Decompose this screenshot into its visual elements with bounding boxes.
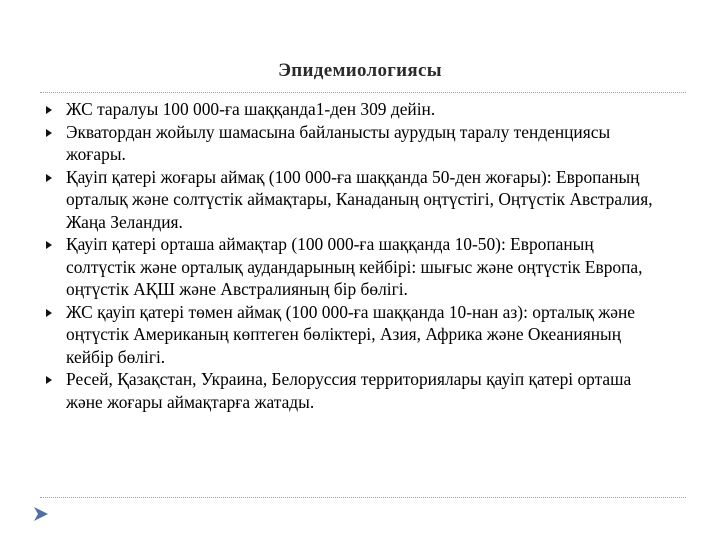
triangle-right-icon [46, 174, 52, 182]
bullet-item [46, 121, 666, 166]
bullet-text: ЖС қауіп қатері төмен аймақ (100 000-ға шаққанда 10-нан аз): орталық және оңтүстік Американың көптеген бөліктері, Азия, Африка және Океанияның кейбір бөлігі. [66, 301, 636, 367]
bullet-text: Қауіп қатері орташа аймақтар (100 000-ға шаққанда 10-50): Европаның солтүстік және орталық аудандарының кейбірі: шығыс және оңтүстік Европа, оңтүстік АҚШ және Австралияның бір бөлігі. [66, 234, 643, 299]
bullet-item [46, 166, 666, 234]
bottom-divider [40, 497, 686, 498]
triangle-right-icon [46, 376, 52, 384]
triangle-right-icon [46, 241, 52, 249]
bullet-text: ЖС таралуы 100 000-ға шаққанда1-ден 309 дейін. [66, 99, 436, 119]
bullet-text: Қауіп қатері жоғары аймақ (100 000-ға шаққанда 50-ден жоғары): Европаның орталық және солтүстік аймақтары, Канаданың оңтүстігі, Оңтүстік Австралия, Жаңа Зеландия. [66, 166, 653, 232]
slide-title: Эпидемиологиясы [278, 60, 442, 81]
bullet-item [46, 368, 666, 413]
next-slide-arrow-icon[interactable] [30, 503, 52, 525]
triangle-right-icon [46, 106, 52, 114]
bullet-text: Ресей, Қазақстан, Украина, Белоруссия территориялары қауіп қатері орташа және жоғары аймақтарға жатады. [66, 369, 632, 412]
bullet-list [46, 98, 666, 413]
bullet-item [46, 98, 666, 121]
bullet-text: Экватордан жойылу шамасына байланысты аурудың таралу тенденциясы жоғары. [66, 121, 611, 164]
triangle-right-icon [46, 309, 52, 317]
triangle-right-icon [46, 129, 52, 137]
bullet-item [46, 233, 666, 301]
bullet-item [46, 301, 666, 369]
title-divider [40, 92, 686, 93]
